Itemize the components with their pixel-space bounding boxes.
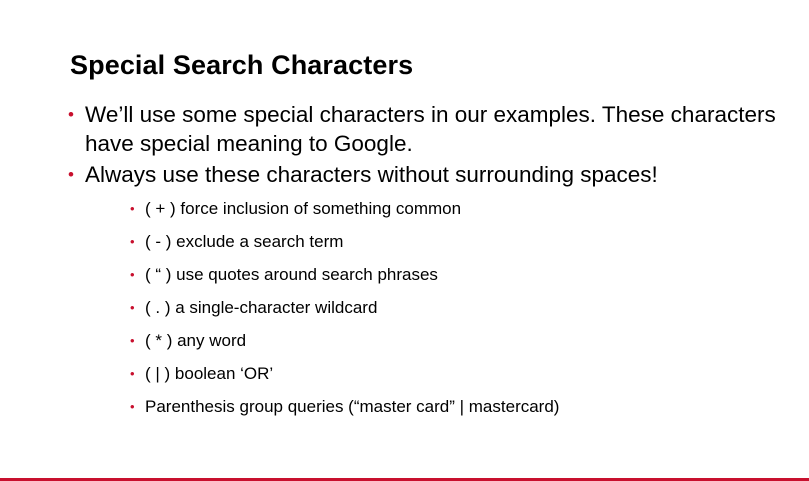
bullet-icon: • bbox=[130, 234, 135, 249]
bullet-icon: • bbox=[130, 267, 135, 282]
page-title: Special Search Characters bbox=[70, 50, 414, 80]
list-item-label: Parenthesis group queries (“master card” | mastercard) bbox=[145, 397, 560, 416]
list-item-label: ( - ) exclude a search term bbox=[145, 232, 344, 251]
list-item-label: We’ll use some special characters in our examples. These characters have special meaning to Google. bbox=[85, 102, 776, 156]
bullet-icon: • bbox=[68, 165, 74, 184]
list-item bbox=[130, 296, 794, 320]
list-item bbox=[130, 197, 794, 221]
bullet-icon: • bbox=[68, 105, 74, 124]
list-item-label: ( * ) any word bbox=[145, 331, 247, 350]
list-item bbox=[130, 230, 794, 254]
slide-body bbox=[68, 100, 794, 428]
list-item bbox=[68, 100, 794, 158]
list-item bbox=[130, 362, 794, 386]
list-item-label: ( “ ) use quotes around search phrases bbox=[145, 265, 438, 284]
bullet-icon: • bbox=[130, 366, 135, 381]
list-item-label: Always use these characters without surrounding spaces! bbox=[85, 162, 658, 187]
list-item-label: ( + ) force inclusion of something common bbox=[145, 199, 462, 218]
bullet-icon: • bbox=[130, 300, 135, 315]
sub-list bbox=[130, 197, 794, 419]
list-item bbox=[130, 395, 794, 419]
list-item-label: ( | ) boolean ‘OR’ bbox=[145, 364, 274, 383]
list-item bbox=[130, 263, 794, 287]
bullet-icon: • bbox=[130, 201, 135, 216]
bullet-icon: • bbox=[130, 399, 135, 414]
bullet-icon: • bbox=[130, 333, 135, 348]
list-item bbox=[68, 160, 794, 190]
list-item-label: ( . ) a single-character wildcard bbox=[145, 298, 378, 317]
list-item bbox=[130, 329, 794, 353]
